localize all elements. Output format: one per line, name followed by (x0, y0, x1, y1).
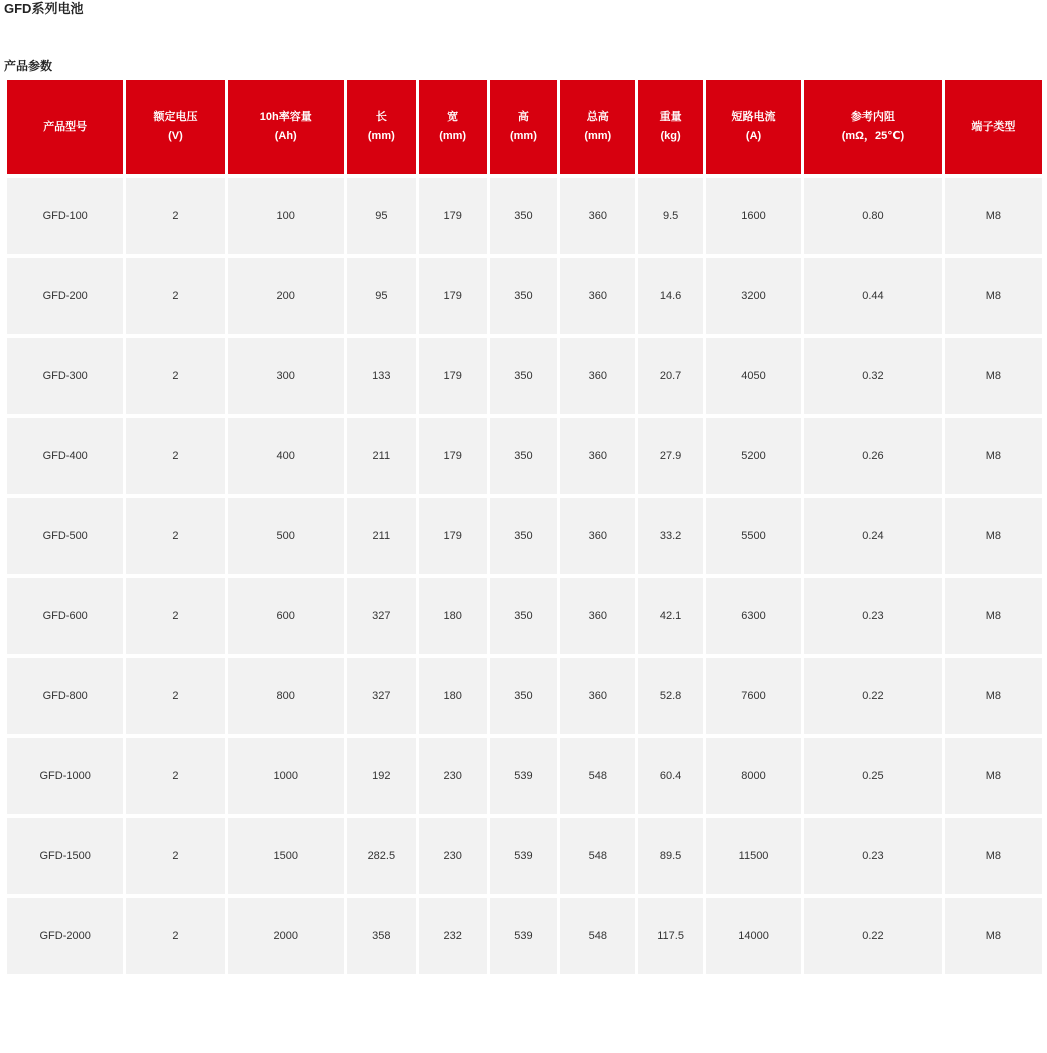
header-label: 总高 (586, 111, 609, 123)
cell-capacity: 300 (228, 338, 344, 414)
cell-total-height: 360 (560, 498, 635, 574)
cell-length: 133 (347, 338, 416, 414)
cell-voltage: 2 (126, 258, 224, 334)
header-row (7, 80, 1042, 174)
cell-voltage: 2 (126, 178, 224, 254)
table-row (7, 178, 1042, 254)
cell-resistance: 0.23 (804, 578, 942, 654)
cell-voltage: 2 (126, 418, 224, 494)
cell-capacity: 800 (228, 658, 344, 734)
cell-length: 192 (347, 738, 416, 814)
table-row (7, 498, 1042, 574)
header-unit: (mm) (584, 130, 612, 142)
cell-width: 230 (419, 738, 487, 814)
cell-short-circuit: 14000 (706, 898, 801, 974)
cell-voltage: 2 (126, 498, 224, 574)
table-row (7, 738, 1042, 814)
cell-capacity: 600 (228, 578, 344, 654)
cell-terminal: M8 (945, 738, 1042, 814)
cell-model: GFD-1500 (7, 818, 123, 894)
cell-resistance: 0.23 (804, 818, 942, 894)
header-label: 短路电流 (731, 111, 776, 123)
cell-model: GFD-1000 (7, 738, 123, 814)
table-row (7, 658, 1042, 734)
header-unit: (A) (745, 130, 762, 142)
header-unit: (Ah) (274, 130, 297, 142)
cell-weight: 9.5 (638, 178, 703, 254)
header-label: 端子类型 (971, 120, 1016, 133)
cell-length: 95 (347, 258, 416, 334)
header-unit: (mm) (439, 130, 467, 142)
cell-weight: 89.5 (638, 818, 703, 894)
cell-voltage: 2 (126, 578, 224, 654)
cell-weight: 20.7 (638, 338, 703, 414)
cell-total-height: 360 (560, 178, 635, 254)
cell-height: 350 (490, 418, 558, 494)
cell-height: 350 (490, 178, 558, 254)
header-unit: (kg) (660, 130, 681, 142)
cell-terminal: M8 (945, 418, 1042, 494)
cell-height: 350 (490, 578, 558, 654)
cell-weight: 27.9 (638, 418, 703, 494)
cell-width: 230 (419, 818, 487, 894)
header-label: 10h率容量 (259, 111, 312, 123)
cell-voltage: 2 (126, 818, 224, 894)
cell-length: 95 (347, 178, 416, 254)
header-resistance (804, 80, 942, 174)
cell-terminal: M8 (945, 658, 1042, 734)
table-row (7, 898, 1042, 974)
header-terminal (945, 80, 1042, 174)
cell-capacity: 400 (228, 418, 344, 494)
cell-height: 350 (490, 258, 558, 334)
cell-resistance: 0.44 (804, 258, 942, 334)
cell-capacity: 100 (228, 178, 344, 254)
section-title: 产品参数 (4, 59, 53, 73)
header-label: 高 (517, 111, 529, 123)
cell-short-circuit: 1600 (706, 178, 801, 254)
cell-short-circuit: 8000 (706, 738, 801, 814)
cell-weight: 42.1 (638, 578, 703, 654)
cell-total-height: 360 (560, 418, 635, 494)
cell-resistance: 0.24 (804, 498, 942, 574)
table-row (7, 578, 1042, 654)
cell-terminal: M8 (945, 498, 1042, 574)
cell-total-height: 360 (560, 578, 635, 654)
cell-resistance: 0.22 (804, 898, 942, 974)
header-label: 产品型号 (43, 120, 88, 133)
cell-short-circuit: 4050 (706, 338, 801, 414)
cell-terminal: M8 (945, 818, 1042, 894)
header-weight (638, 80, 703, 174)
cell-short-circuit: 6300 (706, 578, 801, 654)
cell-length: 211 (347, 418, 416, 494)
header-label: 长 (375, 111, 387, 123)
cell-length: 211 (347, 498, 416, 574)
header-capacity (228, 80, 344, 174)
cell-total-height: 360 (560, 658, 635, 734)
cell-terminal: M8 (945, 258, 1042, 334)
cell-short-circuit: 11500 (706, 818, 801, 894)
header-total-height (560, 80, 635, 174)
header-voltage (126, 80, 224, 174)
table-row (7, 418, 1042, 494)
cell-height: 539 (490, 818, 558, 894)
cell-height: 539 (490, 738, 558, 814)
header-label: 重量 (659, 111, 682, 123)
header-model (7, 80, 123, 174)
cell-short-circuit: 7600 (706, 658, 801, 734)
cell-terminal: M8 (945, 178, 1042, 254)
header-length (347, 80, 416, 174)
cell-capacity: 500 (228, 498, 344, 574)
cell-capacity: 1000 (228, 738, 344, 814)
table-body (7, 178, 1042, 974)
cell-weight: 117.5 (638, 898, 703, 974)
cell-width: 179 (419, 418, 487, 494)
cell-length: 282.5 (347, 818, 416, 894)
cell-total-height: 360 (560, 258, 635, 334)
header-width (419, 80, 487, 174)
header-unit: (mm) (367, 130, 395, 142)
cell-terminal: M8 (945, 898, 1042, 974)
table-row (7, 818, 1042, 894)
cell-total-height: 360 (560, 338, 635, 414)
table-header (7, 80, 1042, 174)
cell-width: 179 (419, 178, 487, 254)
header-label: 宽 (447, 111, 459, 123)
cell-voltage: 2 (126, 738, 224, 814)
cell-length: 327 (347, 578, 416, 654)
cell-weight: 52.8 (638, 658, 703, 734)
cell-total-height: 548 (560, 898, 635, 974)
cell-height: 350 (490, 498, 558, 574)
header-label: 参考内阻 (850, 111, 895, 123)
cell-resistance: 0.80 (804, 178, 942, 254)
cell-model: GFD-300 (7, 338, 123, 414)
table-row (7, 338, 1042, 414)
cell-width: 179 (419, 498, 487, 574)
cell-total-height: 548 (560, 738, 635, 814)
cell-resistance: 0.22 (804, 658, 942, 734)
cell-capacity: 1500 (228, 818, 344, 894)
cell-length: 327 (347, 658, 416, 734)
cell-width: 179 (419, 258, 487, 334)
cell-weight: 60.4 (638, 738, 703, 814)
cell-model: GFD-400 (7, 418, 123, 494)
spec-table (4, 76, 1045, 978)
cell-weight: 14.6 (638, 258, 703, 334)
cell-short-circuit: 3200 (706, 258, 801, 334)
header-label: 额定电压 (153, 111, 198, 123)
cell-resistance: 0.32 (804, 338, 942, 414)
cell-model: GFD-2000 (7, 898, 123, 974)
header-height (490, 80, 558, 174)
cell-capacity: 2000 (228, 898, 344, 974)
cell-model: GFD-500 (7, 498, 123, 574)
cell-model: GFD-100 (7, 178, 123, 254)
cell-height: 350 (490, 658, 558, 734)
cell-length: 358 (347, 898, 416, 974)
table-row (7, 258, 1042, 334)
cell-terminal: M8 (945, 578, 1042, 654)
cell-resistance: 0.26 (804, 418, 942, 494)
cell-short-circuit: 5200 (706, 418, 801, 494)
cell-voltage: 2 (126, 338, 224, 414)
header-short-circuit (706, 80, 801, 174)
cell-width: 232 (419, 898, 487, 974)
cell-voltage: 2 (126, 658, 224, 734)
header-unit: (mm) (509, 130, 537, 142)
cell-short-circuit: 5500 (706, 498, 801, 574)
cell-width: 179 (419, 338, 487, 414)
header-unit: (V) (168, 130, 183, 142)
cell-weight: 33.2 (638, 498, 703, 574)
cell-model: GFD-600 (7, 578, 123, 654)
cell-terminal: M8 (945, 338, 1042, 414)
cell-total-height: 548 (560, 818, 635, 894)
cell-capacity: 200 (228, 258, 344, 334)
cell-height: 539 (490, 898, 558, 974)
cell-model: GFD-200 (7, 258, 123, 334)
cell-resistance: 0.25 (804, 738, 942, 814)
cell-model: GFD-800 (7, 658, 123, 734)
cell-height: 350 (490, 338, 558, 414)
cell-width: 180 (419, 658, 487, 734)
header-unit: (mΩ，25℃) (841, 130, 905, 142)
cell-width: 180 (419, 578, 487, 654)
cell-voltage: 2 (126, 898, 224, 974)
page-title: GFD系列电池 (4, 1, 84, 16)
